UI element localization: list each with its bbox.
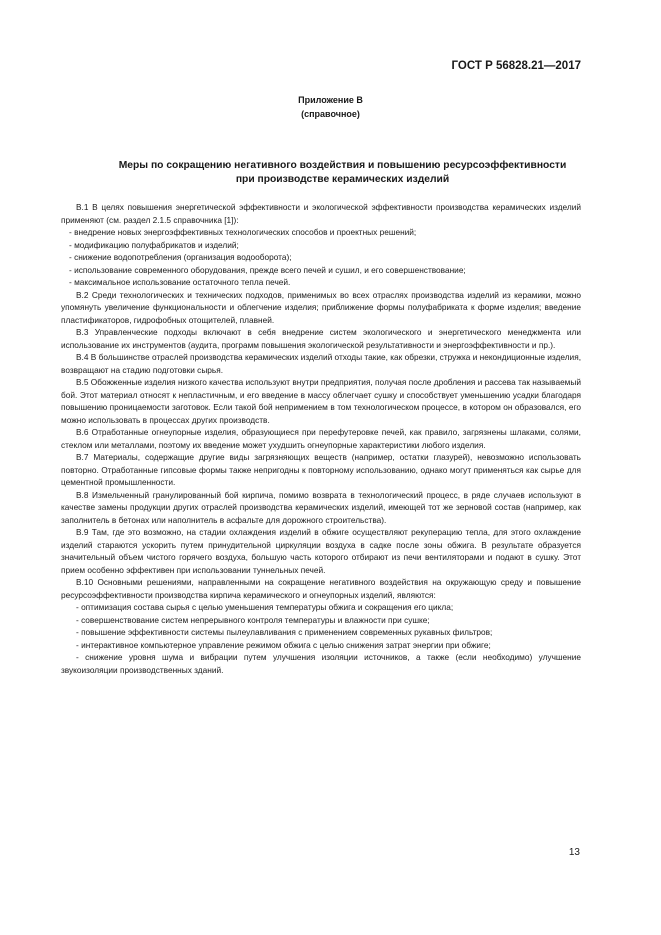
appendix-title: Приложение В (298, 95, 363, 105)
list-item: - снижение уровня шума и вибрации путем улучшения изоляции источников, а также (если необходимо) улучшение звукоизоляции производственных зданий. (61, 652, 581, 675)
page-title-line-1: Меры по сокращению негативного воздействия и повышению ресурсоэффективности (118, 160, 567, 171)
list-item: - использование современного оборудования, прежде всего печей и сушил, и его совершенствование; (69, 264, 466, 275)
list-item: - оптимизация состава сырья с целью уменьшения температуры обжига и сокращения его цикла; (76, 602, 454, 612)
appendix-subtitle: (справочное) (301, 109, 360, 119)
appendix-heading (0, 93, 661, 121)
standard-designation: ГОСТ Р 56828.21—2017 (451, 60, 581, 72)
paragraph-b3: В.3 Управленческие подходы включают в себя внедрение систем экологического и энергетического менеджмента или использование их инструментов (аудита, программ повышения экологической результативности и энергоэффективности и пр.). (61, 327, 581, 350)
list-item: - максимальное использование остаточного тепла печей. (69, 277, 291, 287)
paragraph-b2: В.2 Среди технологических и технических подходов, применимых во всех отраслях производства изделий из керамики, можно упомянуть увеличение функциональности и облегчение изделия; приближение формы полуфабриката к форме изделия; введение пластификаторов, гидрофобных отощителей, плавней. (61, 289, 581, 325)
paragraph-b10: В.10 Основными решениями, направленными на сокращение негативного воздействия на окружающую среду и повышение ресурсоэффективности производства кирпича керамического и огнеупорных изделий, являются: (61, 577, 581, 600)
page-number: 13 (568, 847, 580, 858)
list-item: - совершенствование систем непрерывного контроля температуры и влажности при сушке; (76, 614, 430, 625)
paragraph-b9: В.9 Там, где это возможно, на стадии охлаждения изделий в обжиге осуществляют рекуперацию тепла, для этого охлаждение изделий стараются ускорить путем принудительной циркуляции воздуха в садке после зоны обжига. В результате образуется значительный объем чистого горячего воздуха, большую часть которого отбирают из печи вентиляторами и подают в сушку. Этот прием особенно эффективен при использовании туннельных печей. (61, 527, 581, 575)
paragraph-b8: В.8 Измельченный гранулированный бой кирпича, помимо возврата в технологический процесс, в ряде случаев используют в качестве замены продукции других отраслей производства керамических изделий, имеющей тот же зерновой состав (например, как заполнитель в бетонах или наполнитель в асфальте для дорожного строительства). (61, 489, 581, 525)
list-item: - внедрение новых энергоэффективных технологических способов и проектных решений; (69, 227, 417, 237)
paragraph-b5: В.5 Обожженные изделия низкого качества используют внутри предприятия, получая после дробления и рассева так называемый бой. Этот материал относят к непластичным, и его введение в массу облегчает сушку и способствует уменьшению усадки благодаря повышению проницаемости заготовок. Если такой бой непримением в том технологическом процессе, в котором он образовался, его можно использовать в процессах других производств. (61, 377, 581, 425)
paragraph-b1: В.1 В целях повышения энергетической эффективности и экологической эффективности производства керамических изделий применяют (см. раздел 2.1.5 справочника [1]): (61, 202, 581, 225)
list-item: - повышение эффективности системы пылеулавливания с применением современных рукавных фильтров; (76, 627, 493, 637)
list-item: - модификацию полуфабрикатов и изделий; (69, 239, 239, 250)
page-title (60, 159, 625, 187)
page-title-line-2: при производстве керамических изделий (235, 174, 450, 185)
paragraph-b4: В.4 В большинстве отраслей производства керамических изделий отходы такие, как обрезки, стружка и некондиционные изделия, возвращают на стадию подготовки сырья. (61, 352, 581, 375)
paragraph-b6: В.6 Отработанные огнеупорные изделия, образующиеся при перефутеровке печей, как правило, загрязнены шлаками, солями, стеклом или металлами, поэтому их введение может ухудшить огнеупорные характеристики любого изделия. (61, 427, 581, 450)
list-item: - интерактивное компьютерное управление режимом обжига с целью снижения затрат энергии при обжиге; (76, 639, 491, 650)
document-body (61, 201, 581, 676)
paragraph-b7: В.7 Материалы, содержащие другие виды загрязняющих веществ (например, остатки глазурей), невозможно использовать повторно. Отработанные гипсовые формы также непригодны к повторному использованию, однако могут применяться как сырье для цементной промышленности. (61, 452, 581, 487)
list-item: - снижение водопотребления (организация водооборота); (69, 252, 292, 262)
